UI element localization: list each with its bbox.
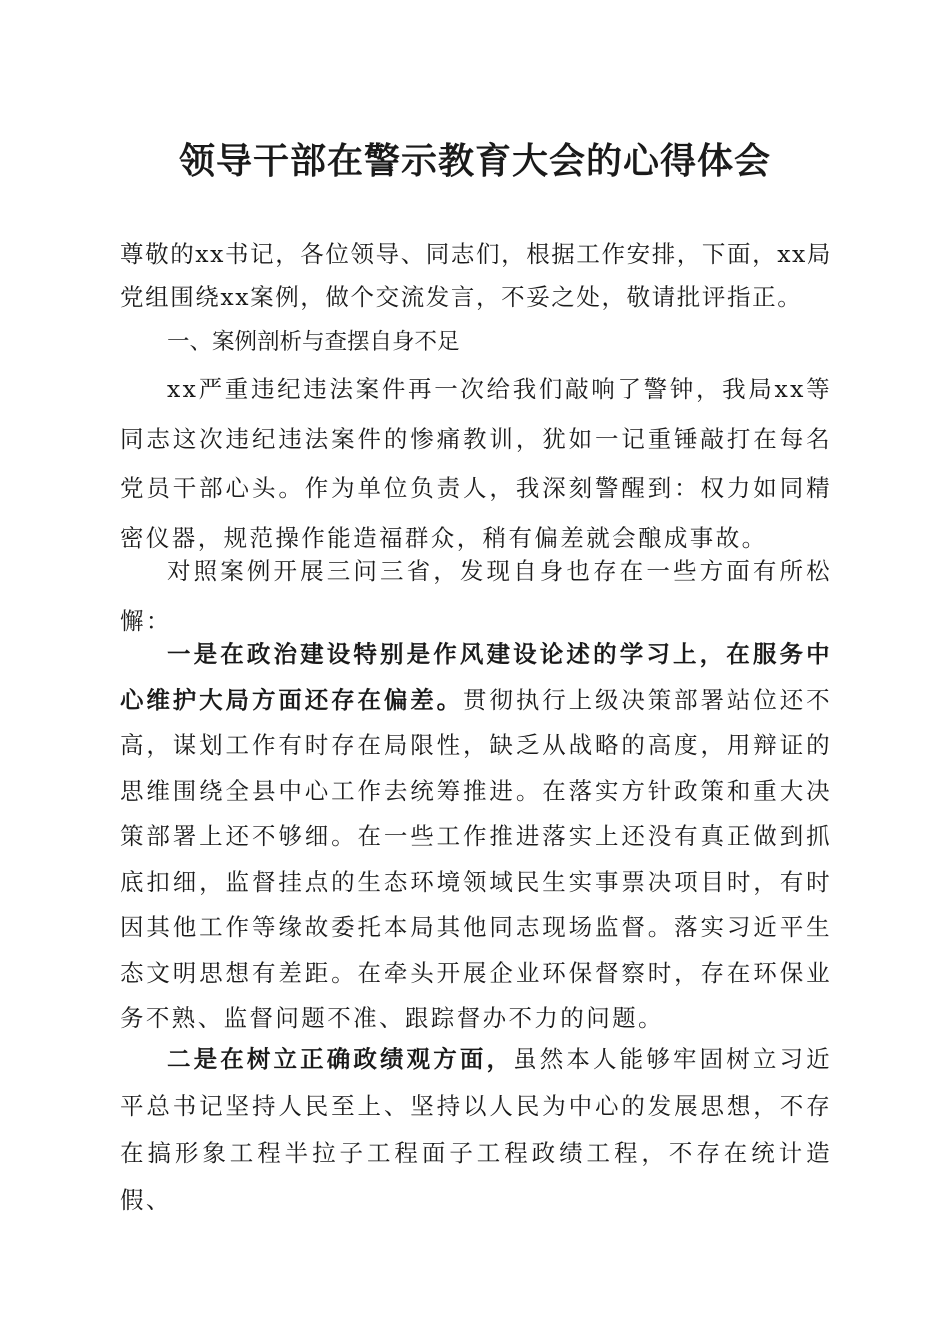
- paragraph-political-building-lead: 一是在政治建设特别是作风建设论述的学习上，在服务中心维护大局方面还存在偏差。: [120, 640, 832, 714]
- paragraph-block-3: [120, 632, 832, 1042]
- paragraph-achievement-view: [120, 1036, 832, 1224]
- paragraph-achievement-view-lead: 二是在树立正确政绩观方面，: [167, 1045, 514, 1073]
- intro-paragraph: 尊敬的xx书记，各位领导、同志们，根据工作安排，下面，xx局党组围绕xx案例，做个交流发言，不妥之处，敬请批评指正。: [120, 240, 833, 311]
- intro-block: [120, 233, 832, 319]
- paragraph-achievement-view-body: 虽然本人能够牢固树立习近平总书记坚持人民至上、坚持以人民为中心的发展思想，不存在搞形象工程半拉子工程面子工程政绩工程，不存在统计造假、: [120, 1045, 832, 1214]
- paragraph-political-building: [120, 632, 832, 1042]
- paragraph-self-check: 对照案例开展三问三省，发现自身也存在一些方面有所松懈：: [120, 557, 832, 635]
- paragraph-case-warning: xx严重违纪违法案件再一次给我们敲响了警钟，我局xx等同志这次违纪违法案件的惨痛教训，犹如一记重锤敲打在每名党员干部心头。作为单位负责人，我深刻警醒到：权力如同精密仪器，规范操作能造福群众，稍有偏差就会酿成事故。: [120, 375, 832, 552]
- paragraph-block-4: [120, 1036, 832, 1224]
- section-heading-1: 一、案例剖析与查摆自身不足: [167, 329, 460, 355]
- document-title: 领导干部在警示教育大会的心得体会: [178, 140, 771, 182]
- paragraph-block-1: [120, 365, 832, 563]
- paragraph-political-building-body: 贯彻执行上级决策部署站位还不高，谋划工作有时存在局限性，缺乏从战略的高度，用辩证的思维围绕全县中心工作去统筹推进。在落实方针政策和重大决策部署上还不够细。在一些工作推进落实上还没有真正做到抓底扣细，监督挂点的生态环境领域民生实事票决项目时，有时因其他工作等缘故委托本局其他同志现场监督。落实习近平生态文明思想有差距。在牵头开展企业环保督察时，存在环保业务不熟、监督问题不准、跟踪督办不力的问题。: [120, 685, 832, 1032]
